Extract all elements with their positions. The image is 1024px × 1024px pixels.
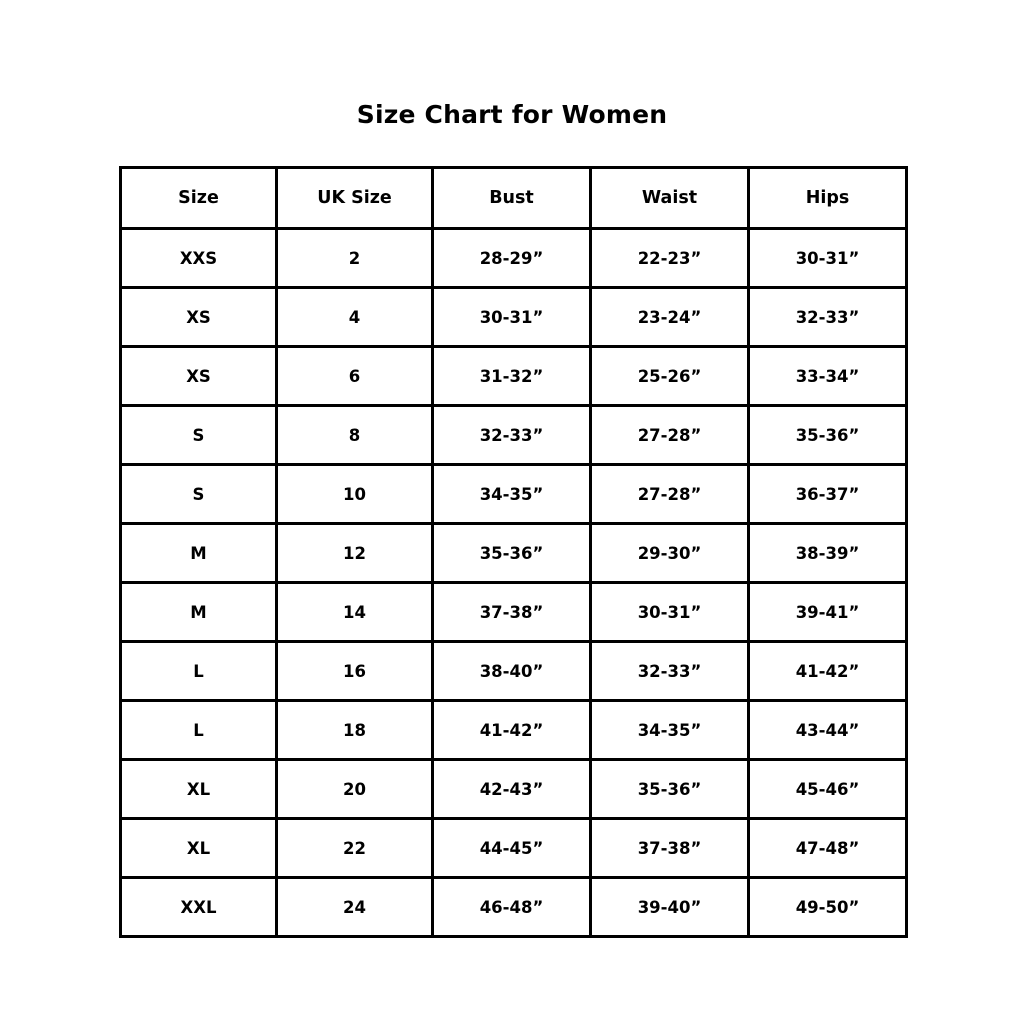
- cell-bust: 37-38”: [433, 583, 591, 642]
- cell-hips: 49-50”: [749, 878, 907, 937]
- cell-waist: 23-24”: [591, 288, 749, 347]
- cell-bust: 31-32”: [433, 347, 591, 406]
- column-header-hips: Hips: [749, 168, 907, 229]
- cell-bust: 34-35”: [433, 465, 591, 524]
- cell-bust: 30-31”: [433, 288, 591, 347]
- cell-waist: 37-38”: [591, 819, 749, 878]
- table-row: [121, 288, 907, 347]
- table-row: [121, 524, 907, 583]
- cell-hips: 45-46”: [749, 760, 907, 819]
- cell-uk-size: 2: [277, 229, 433, 288]
- cell-uk-size: 14: [277, 583, 433, 642]
- cell-uk-size: 24: [277, 878, 433, 937]
- cell-size: S: [121, 465, 277, 524]
- cell-bust: 28-29”: [433, 229, 591, 288]
- table-row: [121, 760, 907, 819]
- size-table-container: [119, 166, 905, 938]
- cell-waist: 22-23”: [591, 229, 749, 288]
- cell-uk-size: 22: [277, 819, 433, 878]
- column-header-uk-size: UK Size: [277, 168, 433, 229]
- cell-uk-size: 6: [277, 347, 433, 406]
- cell-size: L: [121, 642, 277, 701]
- cell-size: M: [121, 583, 277, 642]
- cell-size: XL: [121, 760, 277, 819]
- table-row: [121, 347, 907, 406]
- cell-size: XL: [121, 819, 277, 878]
- cell-bust: 35-36”: [433, 524, 591, 583]
- cell-waist: 25-26”: [591, 347, 749, 406]
- cell-size: XS: [121, 288, 277, 347]
- cell-size: M: [121, 524, 277, 583]
- cell-size: XS: [121, 347, 277, 406]
- cell-uk-size: 4: [277, 288, 433, 347]
- table-row: [121, 819, 907, 878]
- size-table: [119, 166, 908, 938]
- table-row: [121, 642, 907, 701]
- cell-uk-size: 20: [277, 760, 433, 819]
- cell-waist: 29-30”: [591, 524, 749, 583]
- cell-bust: 38-40”: [433, 642, 591, 701]
- cell-hips: 38-39”: [749, 524, 907, 583]
- column-header-size: Size: [121, 168, 277, 229]
- cell-waist: 30-31”: [591, 583, 749, 642]
- cell-uk-size: 12: [277, 524, 433, 583]
- cell-waist: 27-28”: [591, 465, 749, 524]
- table-header-row: [121, 168, 907, 229]
- cell-waist: 27-28”: [591, 406, 749, 465]
- cell-waist: 35-36”: [591, 760, 749, 819]
- table-body: [121, 229, 907, 937]
- cell-uk-size: 16: [277, 642, 433, 701]
- cell-hips: 36-37”: [749, 465, 907, 524]
- cell-hips: 33-34”: [749, 347, 907, 406]
- cell-size: XXL: [121, 878, 277, 937]
- cell-size: S: [121, 406, 277, 465]
- cell-bust: 44-45”: [433, 819, 591, 878]
- cell-size: L: [121, 701, 277, 760]
- table-header: [121, 168, 907, 229]
- cell-hips: 35-36”: [749, 406, 907, 465]
- table-row: [121, 229, 907, 288]
- cell-bust: 42-43”: [433, 760, 591, 819]
- cell-waist: 34-35”: [591, 701, 749, 760]
- table-row: [121, 406, 907, 465]
- cell-hips: 47-48”: [749, 819, 907, 878]
- cell-uk-size: 8: [277, 406, 433, 465]
- column-header-bust: Bust: [433, 168, 591, 229]
- cell-hips: 32-33”: [749, 288, 907, 347]
- cell-bust: 41-42”: [433, 701, 591, 760]
- cell-waist: 32-33”: [591, 642, 749, 701]
- cell-hips: 30-31”: [749, 229, 907, 288]
- table-row: [121, 701, 907, 760]
- cell-uk-size: 18: [277, 701, 433, 760]
- table-row: [121, 583, 907, 642]
- cell-waist: 39-40”: [591, 878, 749, 937]
- cell-hips: 39-41”: [749, 583, 907, 642]
- cell-hips: 41-42”: [749, 642, 907, 701]
- cell-hips: 43-44”: [749, 701, 907, 760]
- cell-size: XXS: [121, 229, 277, 288]
- cell-bust: 46-48”: [433, 878, 591, 937]
- column-header-waist: Waist: [591, 168, 749, 229]
- table-row: [121, 878, 907, 937]
- cell-bust: 32-33”: [433, 406, 591, 465]
- page-title: Size Chart for Women: [356, 100, 668, 129]
- cell-uk-size: 10: [277, 465, 433, 524]
- table-row: [121, 465, 907, 524]
